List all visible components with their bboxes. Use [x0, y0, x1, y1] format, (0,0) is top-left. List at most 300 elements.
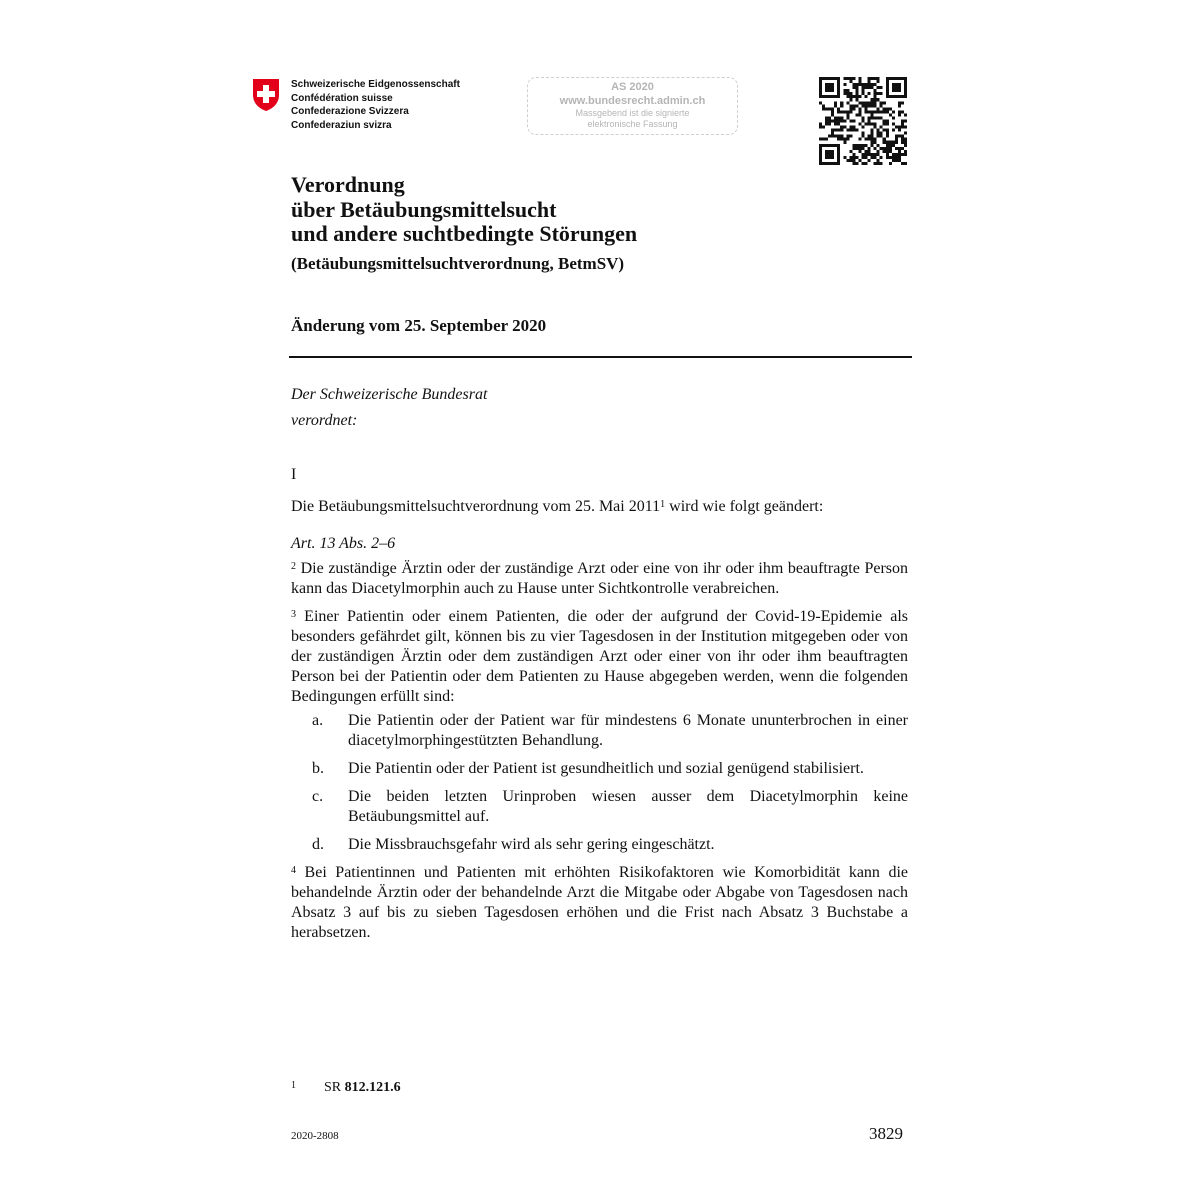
- federation-name-rm: Confederaziun svizra: [291, 119, 392, 131]
- qr-module: [886, 123, 889, 126]
- qr-module: [852, 147, 855, 150]
- qr-module: [858, 113, 861, 116]
- qr-module: [840, 104, 843, 107]
- qr-module: [871, 101, 874, 104]
- qr-module: [889, 113, 892, 116]
- footnote-sr-number[interactable]: 812.121.6: [344, 1080, 401, 1095]
- qr-module: [868, 116, 871, 119]
- condition-item-d: [291, 835, 908, 855]
- condition-item-a: [291, 711, 908, 751]
- qr-module: [871, 83, 874, 86]
- qr-module: [904, 132, 907, 135]
- qr-module: [868, 101, 871, 104]
- qr-module: [822, 138, 825, 141]
- qr-module: [852, 95, 855, 98]
- qr-module: [837, 135, 840, 138]
- paragraph-3: [291, 607, 908, 707]
- qr-module: [865, 138, 868, 141]
- qr-module: [846, 92, 849, 95]
- qr-module: [886, 147, 889, 150]
- qr-module: [874, 92, 877, 95]
- qr-module: [892, 123, 895, 126]
- paragraph-text: Bei Patientinnen und Patienten mit erhöhten Risikofaktoren wie Komorbidität kann die behandelnde Ärztin oder der behandelnde Arzt die Mitgabe oder Abgabe von Tagesdosen nach Absatz 3 auf bis zu sieben Tagesdosen erhöhen und die Frist nach Absatz 3 Buchstabe a herabsetzen.: [291, 864, 909, 941]
- qr-module: [880, 126, 883, 129]
- qr-module: [861, 144, 864, 147]
- qr-module: [880, 162, 883, 165]
- qr-module: [855, 129, 858, 132]
- qr-module: [852, 119, 855, 122]
- qr-module: [892, 129, 895, 132]
- qr-module: [880, 116, 883, 119]
- qr-module: [843, 138, 846, 141]
- qr-module: [877, 153, 880, 156]
- qr-module: [868, 150, 871, 153]
- qr-module: [865, 150, 868, 153]
- qr-module: [877, 77, 880, 80]
- qr-module: [874, 156, 877, 159]
- qr-module: [877, 107, 880, 110]
- qr-module: [901, 126, 904, 129]
- qr-module: [874, 95, 877, 98]
- qr-module: [865, 123, 868, 126]
- footnote-ref[interactable]: 1: [660, 499, 666, 510]
- qr-module: [843, 126, 846, 129]
- qr-module: [886, 153, 889, 156]
- qr-module: [828, 116, 831, 119]
- qr-module: [865, 144, 868, 147]
- footnote-text: [324, 1079, 401, 1097]
- qr-module: [849, 110, 852, 113]
- qr-module: [822, 104, 825, 107]
- stamp-website: www.bundesrecht.admin.ch: [559, 95, 706, 107]
- condition-text: Die Patientin oder der Patient war für mindestens 6 Monate ununterbrochen in einer diacetylmorphingestützten Behandlung.: [348, 712, 908, 749]
- qr-module: [886, 107, 889, 110]
- qr-module: [831, 113, 834, 116]
- paragraph-number: 2: [291, 561, 296, 572]
- qr-module: [831, 129, 834, 132]
- qr-module: [877, 86, 880, 89]
- qr-module: [861, 135, 864, 138]
- qr-module: [843, 89, 846, 92]
- qr-module: [849, 150, 852, 153]
- qr-module: [837, 116, 840, 119]
- qr-module: [849, 80, 852, 83]
- qr-module: [846, 135, 849, 138]
- qr-module: [819, 138, 822, 141]
- paragraph-text: Die zuständige Ärztin oder der zuständige Arzt oder eine von ihr oder ihm beauftragte Person kann das Diacetylmorphin auch zu Hause unter Sichtkontrolle verabreichen.: [291, 560, 909, 597]
- qr-module: [880, 135, 883, 138]
- qr-module: [871, 138, 874, 141]
- qr-module: [886, 119, 889, 122]
- qr-module: [874, 126, 877, 129]
- qr-module: [886, 129, 889, 132]
- condition-text: Die beiden letzten Urinproben wiesen ausser dem Diacetylmorphin keine Betäubungsmittel auf.: [348, 788, 908, 825]
- qr-module: [825, 119, 828, 122]
- qr-module: [883, 110, 886, 113]
- qr-module: [886, 144, 889, 147]
- qr-module: [871, 144, 874, 147]
- qr-module: [849, 95, 852, 98]
- qr-module: [858, 110, 861, 113]
- decree-word: verordnet:: [291, 412, 358, 429]
- qr-module: [874, 116, 877, 119]
- qr-module: [846, 110, 849, 113]
- qr-module: [855, 162, 858, 165]
- qr-module: [877, 129, 880, 132]
- qr-module: [865, 95, 868, 98]
- qr-module: [825, 123, 828, 126]
- qr-module: [834, 129, 837, 132]
- qr-module: [834, 116, 837, 119]
- qr-module: [843, 83, 846, 86]
- qr-module: [861, 156, 864, 159]
- qr-module: [837, 107, 840, 110]
- qr-module: [840, 126, 843, 129]
- qr-module: [886, 110, 889, 113]
- qr-module: [904, 162, 907, 165]
- qr-module: [828, 107, 831, 110]
- qr-module: [889, 156, 892, 159]
- qr-module: [846, 113, 849, 116]
- document-id: 2020-2808: [291, 1130, 339, 1142]
- qr-module: [831, 107, 834, 110]
- qr-module: [889, 147, 892, 150]
- page-number: 3829: [869, 1124, 903, 1143]
- qr-module: [855, 92, 858, 95]
- qr-module: [855, 89, 858, 92]
- qr-module: [858, 101, 861, 104]
- qr-module: [849, 156, 852, 159]
- qr-module: [834, 101, 837, 104]
- qr-module: [843, 119, 846, 122]
- qr-module: [868, 77, 871, 80]
- qr-module: [871, 104, 874, 107]
- qr-module: [840, 101, 843, 104]
- qr-module: [861, 119, 864, 122]
- qr-module: [843, 156, 846, 159]
- qr-module: [861, 83, 864, 86]
- qr-module: [840, 138, 843, 141]
- qr-module: [825, 138, 828, 141]
- qr-module: [874, 162, 877, 165]
- qr-module: [880, 132, 883, 135]
- qr-module: [855, 147, 858, 150]
- qr-module: [904, 119, 907, 122]
- qr-module: [849, 126, 852, 129]
- section-number: I: [291, 466, 297, 483]
- qr-module: [840, 135, 843, 138]
- qr-module: [868, 104, 871, 107]
- qr-module: [877, 159, 880, 162]
- paragraph-text: Einer Patientin oder einem Patienten, die oder der aufgrund der Covid-19-Epidemie als besonders gefährdet gilt, können bis zu vier Tagesdosen in der Institution mitgegeben oder von der zuständigen Ärztin oder dem zuständigen Arzt oder einer von ihr oder ihm beauftragten Person bei der Patientin oder dem Patienten zu Hause abgegeben werden, wenn die folgenden Bedingungen erfüllt sind:: [291, 608, 909, 705]
- footnote-number: 1: [291, 1080, 296, 1091]
- qr-module: [855, 156, 858, 159]
- qr-module: [852, 83, 855, 86]
- qr-module: [819, 123, 822, 126]
- qr-module: [880, 110, 883, 113]
- footnote-prefix: SR: [324, 1080, 345, 1095]
- qr-module: [898, 101, 901, 104]
- qr-module: [849, 107, 852, 110]
- federation-name-fr: Confédération suisse: [291, 92, 393, 104]
- qr-module: [855, 144, 858, 147]
- qr-module: [849, 159, 852, 162]
- qr-module: [855, 86, 858, 89]
- qr-module: [849, 104, 852, 107]
- qr-module: [831, 119, 834, 122]
- amendment-date: Änderung vom 25. September 2020: [291, 316, 547, 335]
- qr-module: [840, 110, 843, 113]
- stamp-note-2: elektronische Fassung: [587, 119, 678, 129]
- qr-module: [880, 156, 883, 159]
- qr-module: [889, 144, 892, 147]
- qr-module: [904, 153, 907, 156]
- qr-module: [843, 77, 846, 80]
- qr-module: [874, 101, 877, 104]
- paragraph-2: [291, 559, 908, 599]
- qr-module: [834, 119, 837, 122]
- qr-module: [852, 77, 855, 80]
- qr-module: [877, 132, 880, 135]
- qr-module: [901, 101, 904, 104]
- qr-module: [898, 153, 901, 156]
- qr-module: [840, 119, 843, 122]
- qr-module: [883, 147, 886, 150]
- qr-module: [861, 162, 864, 165]
- qr-module: [898, 129, 901, 132]
- qr-module: [868, 138, 871, 141]
- qr-module: [837, 123, 840, 126]
- article-reference: Art. 13 Abs. 2–6: [291, 535, 396, 552]
- qr-module: [877, 135, 880, 138]
- qr-module: [895, 147, 898, 150]
- qr-module: [892, 116, 895, 119]
- qr-module: [831, 132, 834, 135]
- qr-module: [865, 86, 868, 89]
- qr-module: [874, 98, 877, 101]
- qr-module: [834, 104, 837, 107]
- qr-module: [874, 110, 877, 113]
- qr-module: [828, 119, 831, 122]
- qr-module: [901, 123, 904, 126]
- qr-module: [861, 104, 864, 107]
- qr-module: [901, 162, 904, 165]
- qr-module: [828, 135, 831, 138]
- qr-module: [855, 104, 858, 107]
- qr-module: [877, 150, 880, 153]
- qr-module: [901, 135, 904, 138]
- qr-module: [855, 83, 858, 86]
- qr-module: [858, 150, 861, 153]
- qr-module: [852, 86, 855, 89]
- qr-module: [883, 119, 886, 122]
- qr-module: [868, 119, 871, 122]
- qr-module: [871, 123, 874, 126]
- qr-module: [855, 98, 858, 101]
- qr-module: [880, 101, 883, 104]
- qr-module: [886, 150, 889, 153]
- qr-module: [883, 141, 886, 144]
- qr-module: [874, 123, 877, 126]
- title-line-1: Verordnung: [291, 172, 405, 197]
- qr-module: [837, 138, 840, 141]
- qr-module: [883, 107, 886, 110]
- qr-module: [831, 135, 834, 138]
- qr-module: [865, 156, 868, 159]
- qr-module: [892, 159, 895, 162]
- document-body: [291, 385, 908, 943]
- qr-module: [837, 129, 840, 132]
- qr-module: [889, 150, 892, 153]
- qr-module: [904, 141, 907, 144]
- qr-module: [886, 141, 889, 144]
- qr-module: [901, 141, 904, 144]
- qr-module: [895, 141, 898, 144]
- qr-module: [886, 156, 889, 159]
- qr-module: [901, 110, 904, 113]
- qr-module: [825, 107, 828, 110]
- qr-module: [846, 129, 849, 132]
- qr-module: [883, 129, 886, 132]
- qr-module: [901, 153, 904, 156]
- qr-module: [898, 110, 901, 113]
- qr-module: [871, 98, 874, 101]
- qr-module: [877, 110, 880, 113]
- qr-module: [871, 110, 874, 113]
- qr-module: [822, 126, 825, 129]
- qr-module: [868, 153, 871, 156]
- qr-module: [858, 159, 861, 162]
- qr-module: [855, 95, 858, 98]
- qr-module: [904, 113, 907, 116]
- qr-module: [858, 147, 861, 150]
- qr-module: [834, 123, 837, 126]
- ordinance-title: [291, 173, 637, 247]
- qr-module: [868, 92, 871, 95]
- paragraph-number: 3: [291, 609, 296, 620]
- qr-module: [877, 116, 880, 119]
- condition-item-b: [291, 759, 908, 779]
- qr-module: [898, 156, 901, 159]
- qr-module: [858, 77, 861, 80]
- condition-label: a.: [312, 712, 324, 729]
- qr-module: [874, 138, 877, 141]
- qr-module: [892, 144, 895, 147]
- qr-module: [840, 116, 843, 119]
- qr-module: [874, 147, 877, 150]
- qr-module: [883, 101, 886, 104]
- qr-module: [822, 107, 825, 110]
- stamp-as-number: AS 2020: [611, 81, 654, 93]
- qr-module: [858, 107, 861, 110]
- qr-module: [874, 83, 877, 86]
- qr-module: [880, 92, 883, 95]
- qr-module: [828, 123, 831, 126]
- qr-module: [861, 116, 864, 119]
- qr-module: [852, 162, 855, 165]
- qr-module: [852, 104, 855, 107]
- qr-module: [901, 119, 904, 122]
- qr-module: [892, 110, 895, 113]
- qr-module: [880, 147, 883, 150]
- qr-module: [886, 135, 889, 138]
- federation-names: [291, 78, 460, 132]
- qr-module: [865, 153, 868, 156]
- qr-module: [874, 141, 877, 144]
- qr-module: [868, 86, 871, 89]
- qr-module: [871, 113, 874, 116]
- qr-module: [843, 92, 846, 95]
- qr-module: [840, 129, 843, 132]
- amendment-intro-text: Die Betäubungsmittelsuchtverordnung vom 25. Mai 2011: [291, 498, 661, 515]
- qr-module: [865, 83, 868, 86]
- qr-module: [871, 77, 874, 80]
- qr-module: [858, 138, 861, 141]
- qr-module: [889, 162, 892, 165]
- qr-module: [861, 153, 864, 156]
- qr-module: [871, 141, 874, 144]
- qr-module: [849, 77, 852, 80]
- qr-module: [852, 107, 855, 110]
- qr-module: [843, 141, 846, 144]
- qr-module: [871, 135, 874, 138]
- qr-module: [904, 138, 907, 141]
- qr-module: [849, 98, 852, 101]
- qr-code-icon: [819, 77, 907, 165]
- qr-module: [871, 116, 874, 119]
- amendment-intro: [291, 497, 908, 517]
- qr-module: [883, 150, 886, 153]
- qr-module: [861, 89, 864, 92]
- qr-module: [871, 153, 874, 156]
- qr-module: [868, 110, 871, 113]
- qr-module: [865, 162, 868, 165]
- qr-module: [861, 126, 864, 129]
- qr-module: [852, 156, 855, 159]
- qr-module: [892, 141, 895, 144]
- qr-module: [846, 89, 849, 92]
- condition-label: d.: [312, 836, 324, 853]
- qr-module: [861, 132, 864, 135]
- title-line-3: und andere suchtbedingte Störungen: [291, 221, 638, 246]
- qr-module: [865, 101, 868, 104]
- qr-module: [898, 135, 901, 138]
- qr-module: [868, 80, 871, 83]
- qr-module: [883, 123, 886, 126]
- qr-module: [895, 138, 898, 141]
- qr-module: [904, 144, 907, 147]
- qr-module: [898, 104, 901, 107]
- qr-module: [846, 116, 849, 119]
- qr-module: [834, 135, 837, 138]
- qr-module: [843, 110, 846, 113]
- qr-module: [898, 159, 901, 162]
- qr-module: [898, 126, 901, 129]
- qr-module: [837, 119, 840, 122]
- qr-module: [861, 147, 864, 150]
- swiss-cross-icon: [252, 78, 280, 112]
- condition-text: Die Patientin oder der Patient ist gesundheitlich und sozial genügend stabilisiert.: [348, 760, 864, 777]
- qr-module: [865, 104, 868, 107]
- qr-module: [898, 113, 901, 116]
- qr-module: [831, 110, 834, 113]
- qr-module: [849, 135, 852, 138]
- qr-module: [886, 132, 889, 135]
- qr-module: [901, 138, 904, 141]
- qr-module: [874, 153, 877, 156]
- title-divider: [289, 356, 912, 358]
- qr-module: [858, 144, 861, 147]
